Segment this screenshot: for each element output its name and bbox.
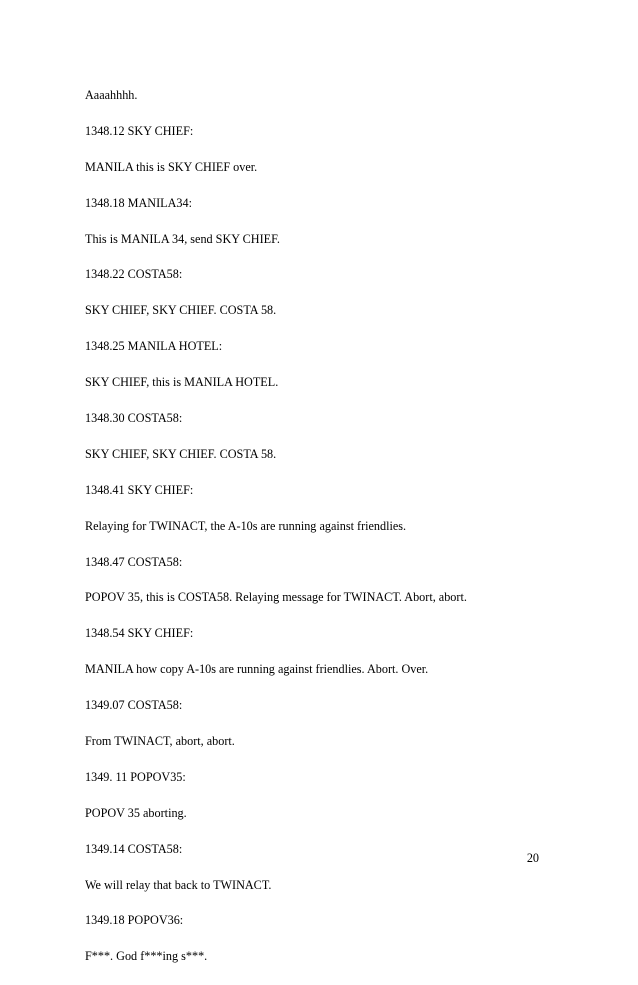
page-number: 20 <box>526 851 539 865</box>
transcript-line: Aaaahhhh. <box>85 88 138 102</box>
transcript-line: 1348.12 SKY CHIEF: <box>85 123 194 138</box>
transcript-line: SKY CHIEF, SKY CHIEF. COSTA 58. <box>85 446 277 461</box>
transcript-line: F***. God f***ing s***. <box>85 949 208 964</box>
transcript-line: 1348.41 SKY CHIEF: <box>85 482 194 497</box>
transcript-body <box>85 88 555 985</box>
transcript-line: 1348.54 SKY CHIEF: <box>85 626 194 641</box>
transcript-line: SKY CHIEF, SKY CHIEF. COSTA 58. <box>85 303 277 318</box>
transcript-line: This is MANILA 34, send SKY CHIEF. <box>85 231 280 246</box>
transcript-line: 1348.30 COSTA58: <box>85 411 183 426</box>
transcript-line: 1349. 11 POPOV35: <box>85 769 186 784</box>
transcript-line: 1348.22 COSTA58: <box>85 267 183 282</box>
transcript-line: We will relay that back to TWINACT. <box>85 877 272 892</box>
transcript-line: 1349.18 POPOV36: <box>85 913 184 928</box>
transcript-line: 1348.25 MANILA HOTEL: <box>85 339 223 354</box>
transcript-line: MANILA this is SKY CHIEF over. <box>85 159 258 174</box>
transcript-line: MANILA how copy A-10s are running against friendlies. Abort. Over. <box>85 662 429 677</box>
transcript-line: 1349.14 COSTA58: <box>85 841 183 856</box>
transcript-line: 1348.18 MANILA34: <box>85 195 192 210</box>
transcript-line: 1349.07 COSTA58: <box>85 698 183 713</box>
transcript-line: POPOV 35 aborting. <box>85 805 187 820</box>
transcript-line: SKY CHIEF, this is MANILA HOTEL. <box>85 375 279 390</box>
transcript-line: 1348.47 COSTA58: <box>85 554 183 569</box>
transcript-line: POPOV 35, this is COSTA58. Relaying message for TWINACT. Abort, abort. <box>85 590 467 605</box>
transcript-line: Relaying for TWINACT, the A-10s are running against friendlies. <box>85 518 407 533</box>
transcript-line: From TWINACT, abort, abort. <box>85 734 235 749</box>
